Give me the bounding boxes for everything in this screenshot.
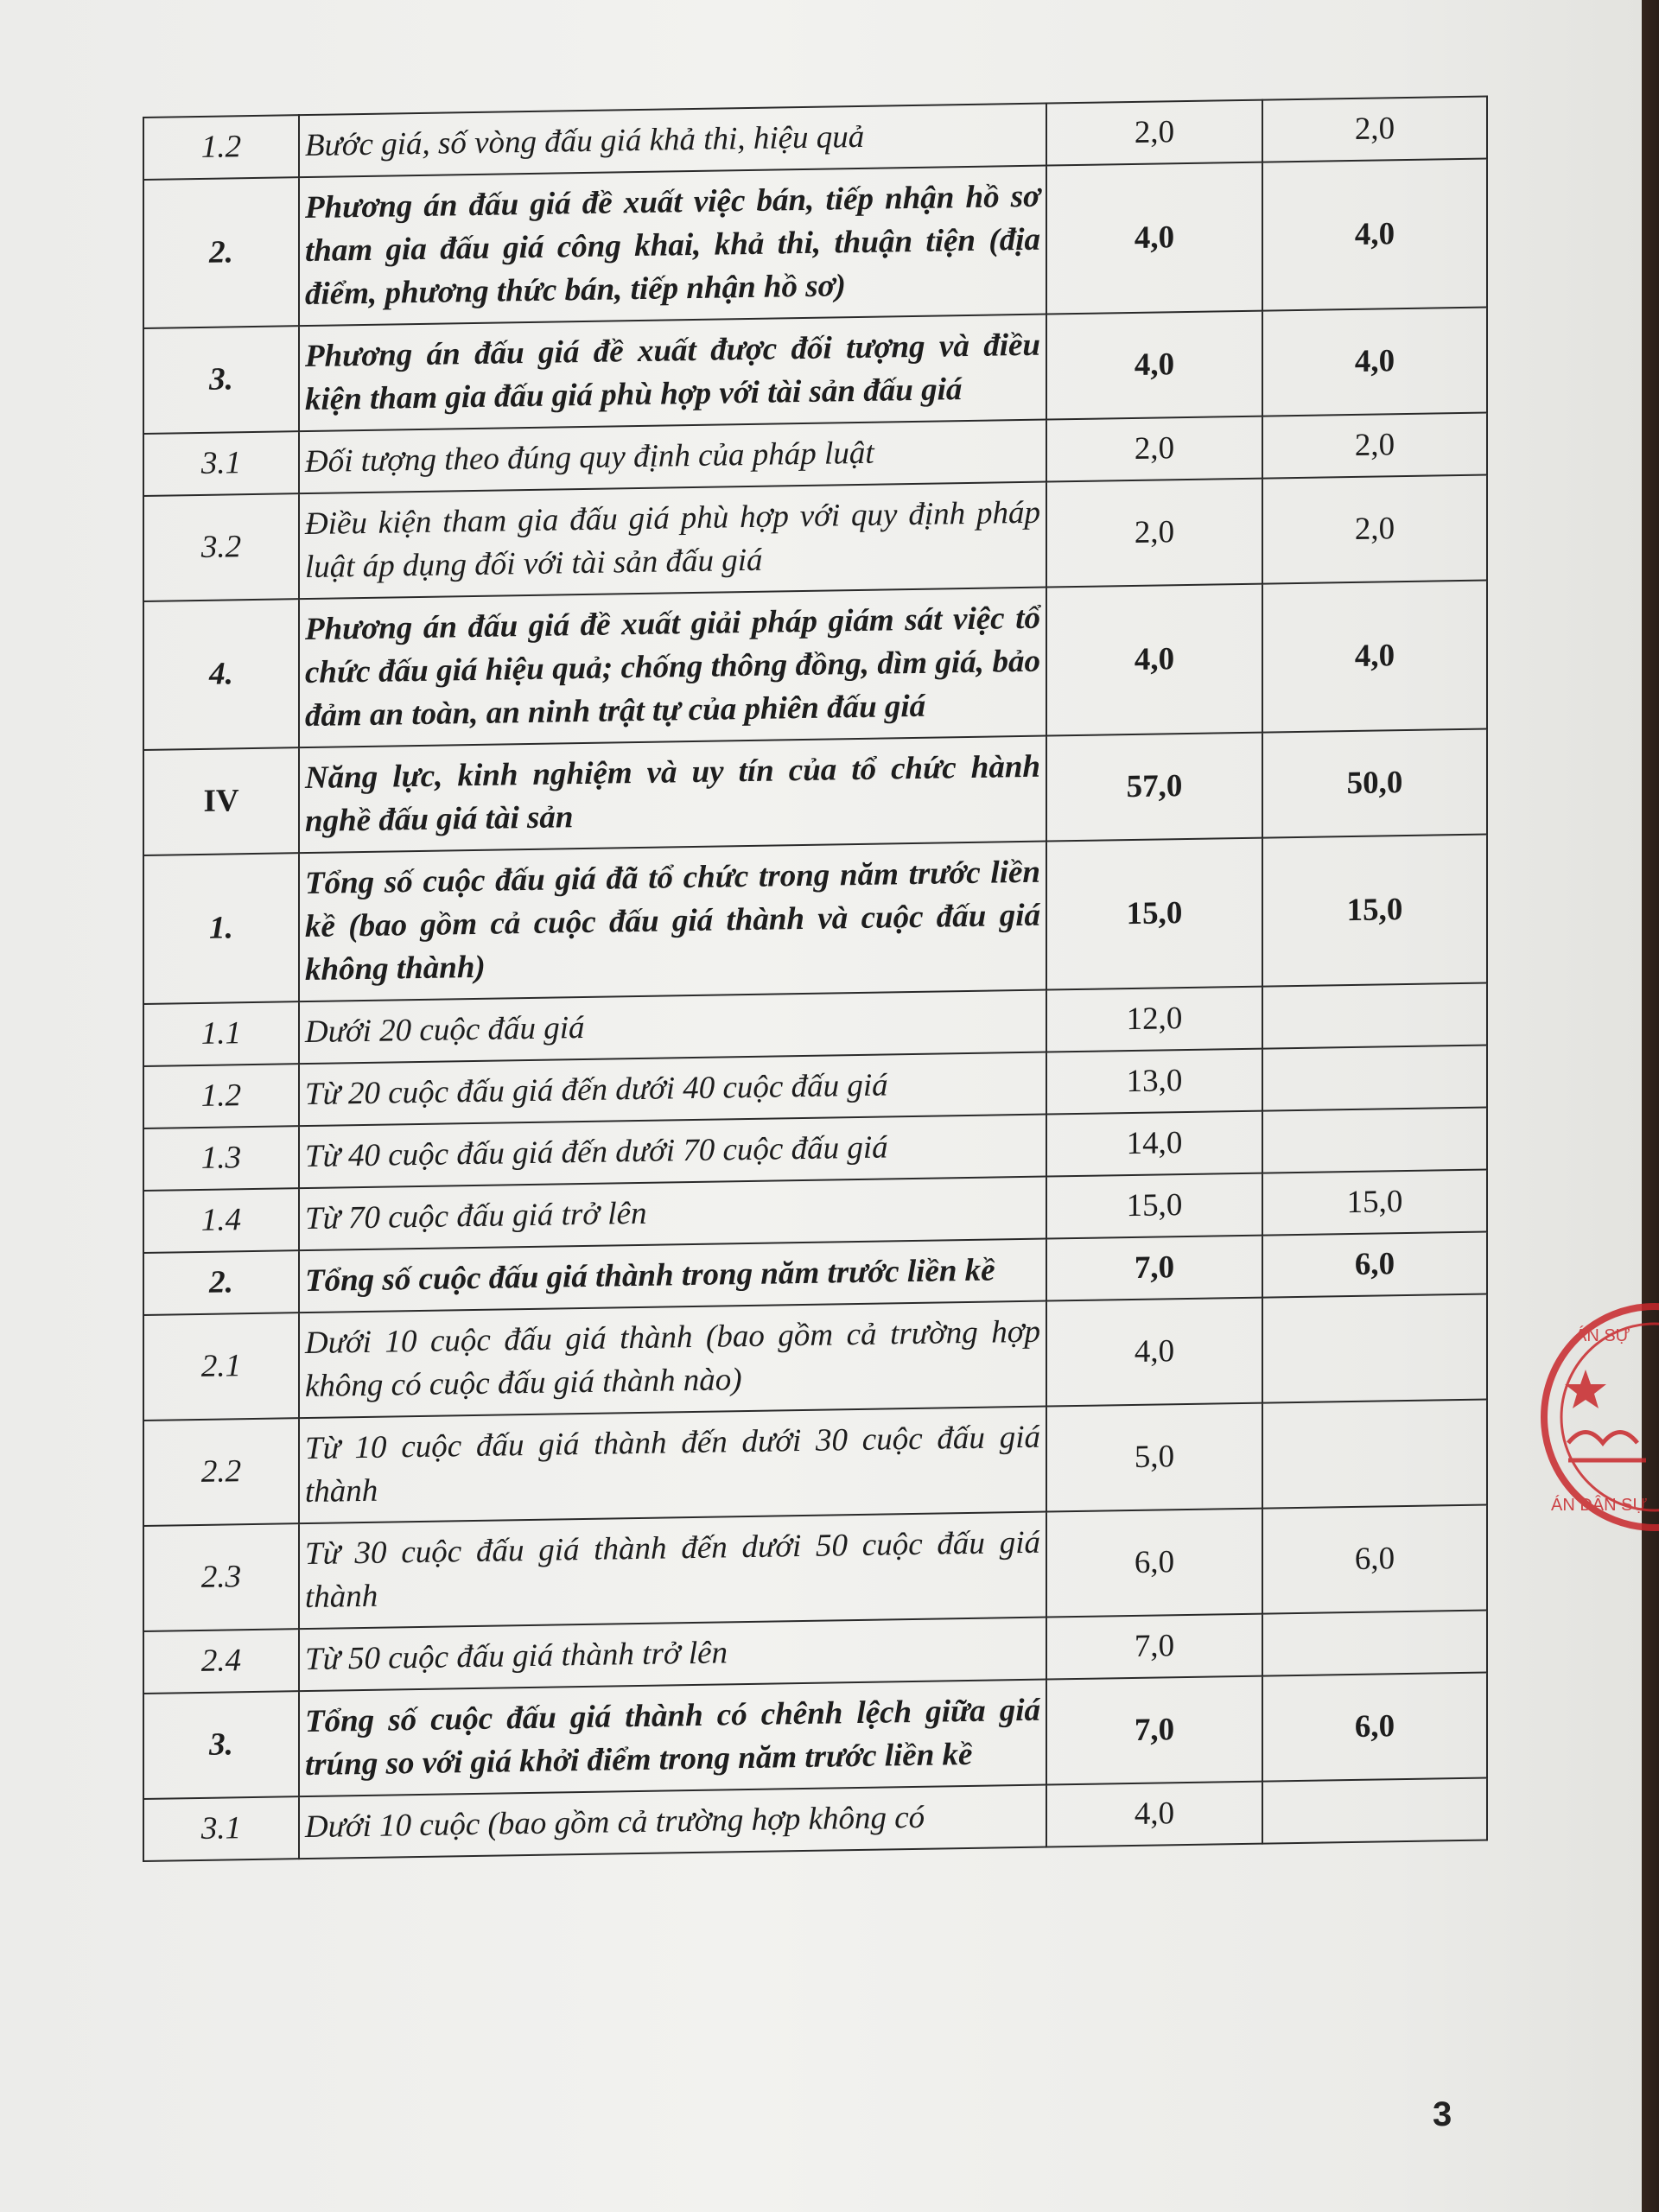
row-number: 1.: [143, 853, 299, 1004]
seal-text-top: ÁN SỰ: [1575, 1326, 1630, 1345]
criterion-text: Dưới 10 cuộc đấu giá thành (bao gồm cả trường hợp không có cuộc đấu giá thành nào): [299, 1301, 1046, 1419]
max-score: 2,0: [1046, 100, 1262, 166]
row-number: 3.: [143, 326, 299, 434]
criterion-text: Tổng số cuộc đấu giá đã tổ chức trong năm trước liền kề (bao gồm cả cuộc đấu giá thành và cuộc đấu giá không thành): [299, 842, 1046, 1002]
row-number: 1.4: [143, 1188, 299, 1253]
criterion-text: Từ 30 cuộc đấu giá thành đến dưới 50 cuộc đấu giá thành: [299, 1512, 1046, 1630]
row-number: 2.: [143, 177, 299, 328]
awarded-score: [1262, 1294, 1487, 1403]
table-row: [143, 1505, 1487, 1631]
awarded-score: [1262, 1108, 1487, 1173]
table-row: [143, 308, 1487, 434]
row-number: IV: [143, 747, 299, 855]
criterion-text: Dưới 10 cuộc (bao gồm cả trường hợp không có: [299, 1785, 1046, 1859]
max-score: 6,0: [1046, 1509, 1262, 1618]
awarded-score: 15,0: [1262, 835, 1487, 987]
awarded-score: 2,0: [1262, 475, 1487, 584]
seal-text-bottom: ÁN DÂN SỰ: [1551, 1496, 1648, 1515]
awarded-score: 15,0: [1262, 1170, 1487, 1236]
table-row: [143, 1673, 1487, 1799]
awarded-score: [1262, 1046, 1487, 1111]
max-score: 7,0: [1046, 1236, 1262, 1301]
max-score: 15,0: [1046, 838, 1262, 990]
max-score: 57,0: [1046, 733, 1262, 842]
table-row: [143, 1294, 1487, 1421]
row-number: 2.1: [143, 1313, 299, 1421]
table-row: [143, 729, 1487, 855]
criterion-text: Năng lực, kinh nghiệm và uy tín của tổ chức hành nghề đấu giá tài sản: [299, 736, 1046, 854]
max-score: 4,0: [1046, 1782, 1262, 1847]
max-score: 4,0: [1046, 584, 1262, 736]
criterion-text: Tổng số cuộc đấu giá thành có chênh lệch giữa giá trúng so với giá khởi điểm trong năm trước liền kề: [299, 1680, 1046, 1797]
awarded-score: 50,0: [1262, 729, 1487, 838]
max-score: 12,0: [1046, 987, 1262, 1052]
row-number: 2.3: [143, 1523, 299, 1631]
row-number: 1.2: [143, 115, 299, 180]
criterion-text: Dưới 20 cuộc đấu giá: [299, 990, 1046, 1065]
table-row: [143, 581, 1487, 750]
awarded-score: 6,0: [1262, 1505, 1487, 1614]
awarded-score: [1262, 1400, 1487, 1509]
criterion-text: Đối tượng theo đúng quy định của pháp luật: [299, 420, 1046, 494]
criterion-text: Tổng số cuộc đấu giá thành trong năm trước liền kề: [299, 1239, 1046, 1313]
awarded-score: 6,0: [1262, 1673, 1487, 1782]
awarded-score: [1262, 1778, 1487, 1844]
criterion-text: Phương án đấu giá đề xuất việc bán, tiếp nhận hồ sơ tham gia đấu giá công khai, khả thi, thuận tiện (địa điểm, phương thức bán, tiếp nhận hồ sơ): [299, 166, 1046, 327]
awarded-score: [1262, 983, 1487, 1049]
table-row: [143, 159, 1487, 328]
criterion-text: Từ 20 cuộc đấu giá đến dưới 40 cuộc đấu giá: [299, 1052, 1046, 1127]
criterion-text: Phương án đấu giá đề xuất giải pháp giám sát việc tổ chức đấu giá hiệu quả; chống thông đồng, dìm giá, bảo đảm an toàn, an ninh trật tự của phiên đấu giá: [299, 588, 1046, 748]
awarded-score: 4,0: [1262, 581, 1487, 733]
criterion-text: Từ 40 cuộc đấu giá đến dưới 70 cuộc đấu giá: [299, 1115, 1046, 1189]
row-number: 1.2: [143, 1064, 299, 1128]
row-number: 1.1: [143, 1001, 299, 1066]
row-number: 1.3: [143, 1126, 299, 1191]
criterion-text: Từ 50 cuộc đấu giá thành trở lên: [299, 1618, 1046, 1692]
max-score: 4,0: [1046, 162, 1262, 315]
row-number: 4.: [143, 599, 299, 750]
criterion-text: Bước giá, số vòng đấu giá khả thi, hiệu quả: [299, 104, 1046, 178]
row-number: 3.2: [143, 493, 299, 601]
row-number: 2.2: [143, 1418, 299, 1526]
criteria-table-body: [143, 97, 1487, 1861]
max-score: 5,0: [1046, 1403, 1262, 1512]
criteria-table: [143, 96, 1488, 1862]
row-number: 3.1: [143, 431, 299, 496]
max-score: 13,0: [1046, 1049, 1262, 1115]
table-row: [143, 835, 1487, 1004]
awarded-score: 6,0: [1262, 1232, 1487, 1298]
criterion-text: Từ 10 cuộc đấu giá thành đến dưới 30 cuộc đấu giá thành: [299, 1407, 1046, 1524]
row-number: 3.1: [143, 1796, 299, 1861]
awarded-score: 4,0: [1262, 308, 1487, 416]
max-score: 7,0: [1046, 1614, 1262, 1680]
max-score: 7,0: [1046, 1676, 1262, 1785]
criterion-text: Điều kiện tham gia đấu giá phù hợp với quy định pháp luật áp dụng đối với tài sản đấu giá: [299, 482, 1046, 600]
max-score: 14,0: [1046, 1111, 1262, 1177]
row-number: 3.: [143, 1691, 299, 1799]
max-score: 4,0: [1046, 311, 1262, 420]
row-number: 2.4: [143, 1629, 299, 1694]
awarded-score: 2,0: [1262, 97, 1487, 162]
max-score: 15,0: [1046, 1173, 1262, 1239]
row-number: 2.: [143, 1250, 299, 1315]
table-row: [143, 1400, 1487, 1526]
max-score: 2,0: [1046, 416, 1262, 482]
max-score: 2,0: [1046, 479, 1262, 588]
page-number: 3: [1433, 2095, 1452, 2133]
awarded-score: [1262, 1611, 1487, 1676]
awarded-score: 2,0: [1262, 413, 1487, 479]
red-seal-stamp: [1534, 1287, 1659, 1547]
criterion-text: Từ 70 cuộc đấu giá trở lên: [299, 1177, 1046, 1251]
max-score: 4,0: [1046, 1298, 1262, 1407]
table-row: [143, 475, 1487, 601]
criterion-text: Phương án đấu giá đề xuất được đối tượng và điều kiện tham gia đấu giá phù hợp với tài sản đấu giá: [299, 315, 1046, 432]
awarded-score: 4,0: [1262, 159, 1487, 311]
